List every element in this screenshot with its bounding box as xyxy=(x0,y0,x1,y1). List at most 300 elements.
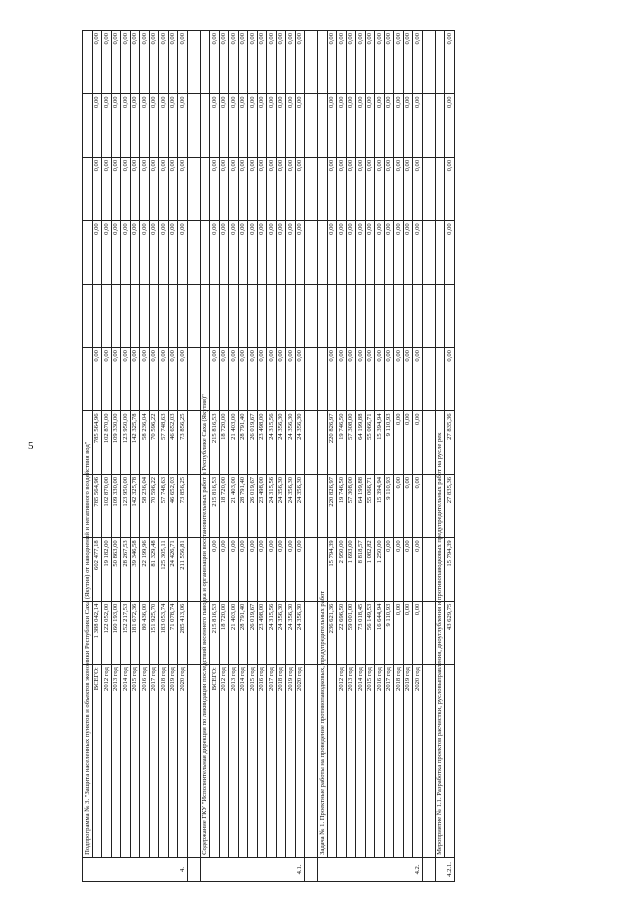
empty-cell xyxy=(83,157,93,220)
row-label: 2015 год xyxy=(365,665,375,858)
table-row xyxy=(327,31,337,882)
value-cell: 73 856,25 xyxy=(178,411,188,474)
value-cell: 0,00 xyxy=(276,94,286,157)
value-cell: 0,00 xyxy=(130,31,140,94)
value-cell: 1 250,00 xyxy=(375,538,385,601)
value-cell: 15 794,39 xyxy=(445,538,455,601)
value-cell: 0,00 xyxy=(286,348,296,411)
value-cell: 123 950,00 xyxy=(121,474,131,537)
value-cell: 0,00 xyxy=(276,31,286,94)
value-cell: 0,00 xyxy=(219,348,229,411)
value-cell: 0,00 xyxy=(168,348,178,411)
value-cell: 59 001,00 xyxy=(346,601,356,664)
value-cell: 0,00 xyxy=(394,538,404,601)
value-cell: 0,00 xyxy=(295,538,305,601)
value-cell: 70 596,22 xyxy=(149,411,159,474)
value-cell: 152 217,53 xyxy=(121,601,131,664)
empty-cell xyxy=(200,284,210,347)
value-cell: 24 315,56 xyxy=(267,601,277,664)
value-cell: 24 315,56 xyxy=(267,411,277,474)
value-cell: 0,00 xyxy=(384,538,394,601)
value-cell: 0,00 xyxy=(365,94,375,157)
value-cell: 0,00 xyxy=(178,94,188,157)
row-label: 2014 год xyxy=(238,665,248,858)
value-cell: 0,00 xyxy=(102,157,112,220)
value-cell: 0,00 xyxy=(238,348,248,411)
table-row xyxy=(413,31,423,882)
value-cell: 0,00 xyxy=(413,538,423,601)
empty-cell xyxy=(318,31,328,94)
value-cell xyxy=(365,284,375,347)
value-cell: 0,00 xyxy=(394,31,404,94)
value-cell: 0,00 xyxy=(365,31,375,94)
value-cell: 18 720,00 xyxy=(219,474,229,537)
value-cell: 0,00 xyxy=(413,601,423,664)
value-cell: 0,00 xyxy=(111,157,121,220)
row-label: 2013 год xyxy=(229,665,239,858)
value-cell xyxy=(356,284,366,347)
value-cell xyxy=(140,284,150,347)
table-body xyxy=(83,31,455,882)
value-cell xyxy=(337,284,347,347)
row-label: 2020 год xyxy=(178,665,188,858)
section-number: 4. xyxy=(83,857,188,881)
spacer-row xyxy=(422,31,435,882)
value-cell: 23 498,00 xyxy=(257,474,267,537)
value-cell: 123 950,00 xyxy=(121,411,131,474)
value-cell: 0,00 xyxy=(229,157,239,220)
value-cell: 0,00 xyxy=(229,348,239,411)
empty-cell xyxy=(318,474,328,537)
value-cell: 0,00 xyxy=(286,94,296,157)
row-label: 2016 год xyxy=(375,665,385,858)
value-cell: 0,00 xyxy=(267,538,277,601)
value-cell: 181 672,36 xyxy=(130,601,140,664)
budget-table xyxy=(82,30,455,882)
value-cell: 0,00 xyxy=(445,348,455,411)
value-cell: 64 199,88 xyxy=(356,411,366,474)
row-label: 2019 год xyxy=(168,665,178,858)
value-cell: 73 856,25 xyxy=(178,474,188,537)
value-cell: 0,00 xyxy=(295,221,305,284)
value-cell: 0,00 xyxy=(384,221,394,284)
value-cell: 24 356,30 xyxy=(295,411,305,474)
empty-cell xyxy=(422,157,435,220)
table-row xyxy=(375,31,385,882)
value-cell: 0,00 xyxy=(238,94,248,157)
value-cell: 0,00 xyxy=(210,348,220,411)
value-cell: 122 052,00 xyxy=(102,601,112,664)
value-cell: 0,00 xyxy=(295,348,305,411)
value-cell: 0,00 xyxy=(356,221,366,284)
row-label: 2016 год xyxy=(257,665,267,858)
value-cell: 24 356,30 xyxy=(295,601,305,664)
table-row xyxy=(276,31,286,882)
value-cell: 785 564,96 xyxy=(92,474,102,537)
value-cell: 0,00 xyxy=(102,94,112,157)
empty-cell xyxy=(305,857,318,881)
value-cell xyxy=(130,284,140,347)
empty-cell xyxy=(83,348,93,411)
value-cell: 0,00 xyxy=(276,157,286,220)
value-cell: 9 110,93 xyxy=(384,474,394,537)
value-cell: 0,00 xyxy=(229,31,239,94)
value-cell: 0,00 xyxy=(219,157,229,220)
value-cell: 19 182,00 xyxy=(102,538,112,601)
value-cell: 0,00 xyxy=(238,538,248,601)
value-cell: 0,00 xyxy=(286,538,296,601)
row-label: 2012 год xyxy=(219,665,229,858)
value-cell: 0,00 xyxy=(168,94,178,157)
empty-cell xyxy=(83,284,93,347)
value-cell xyxy=(210,284,220,347)
value-cell: 0,00 xyxy=(121,94,131,157)
value-cell xyxy=(238,284,248,347)
row-label: 2012 год xyxy=(102,665,112,858)
value-cell: 26 019,67 xyxy=(248,474,258,537)
value-cell: 0,00 xyxy=(337,157,347,220)
value-cell: 0,00 xyxy=(375,157,385,220)
value-cell: 23 498,00 xyxy=(257,411,267,474)
value-cell: 24 356,30 xyxy=(276,411,286,474)
value-cell: 27 835,36 xyxy=(445,411,455,474)
empty-cell xyxy=(305,538,318,601)
value-cell: 64 199,88 xyxy=(356,474,366,537)
row-label: 2018 год xyxy=(276,665,286,858)
table-row xyxy=(238,31,248,882)
table-row xyxy=(229,31,239,882)
value-cell: 15 394,94 xyxy=(375,474,385,537)
value-cell: 0,00 xyxy=(403,157,413,220)
value-cell: 0,00 xyxy=(130,348,140,411)
section-number: 4.2.1. xyxy=(435,857,454,881)
value-cell: 0,00 xyxy=(384,157,394,220)
value-cell: 0,00 xyxy=(257,348,267,411)
value-cell: 0,00 xyxy=(238,157,248,220)
value-cell: 0,00 xyxy=(267,94,277,157)
empty-cell xyxy=(435,31,445,94)
section-number: 4.1. xyxy=(200,857,305,881)
empty-cell xyxy=(305,474,318,537)
empty-cell xyxy=(305,665,318,858)
value-cell: 142 325,78 xyxy=(130,474,140,537)
value-cell: 0,00 xyxy=(121,31,131,94)
value-cell: 55 066,71 xyxy=(365,411,375,474)
value-cell: 0,00 xyxy=(149,94,159,157)
value-cell: 0,00 xyxy=(356,94,366,157)
value-cell: 0,00 xyxy=(413,221,423,284)
value-cell: 0,00 xyxy=(248,538,258,601)
value-cell: 1 388 042,14 xyxy=(92,601,102,664)
value-cell: 0,00 xyxy=(92,157,102,220)
row-label: 2014 год xyxy=(356,665,366,858)
empty-cell xyxy=(187,94,200,157)
value-cell: 109 330,00 xyxy=(111,474,121,537)
table-row xyxy=(111,31,121,882)
empty-cell xyxy=(187,221,200,284)
row-label xyxy=(445,665,455,858)
row-label: 2019 год xyxy=(286,665,296,858)
value-cell: 21 403,00 xyxy=(229,601,239,664)
value-cell: 16 644,94 xyxy=(375,601,385,664)
value-cell: 142 325,78 xyxy=(130,411,140,474)
value-cell: 57 308,00 xyxy=(346,474,356,537)
table-row xyxy=(121,31,131,882)
row-label: 2014 год xyxy=(121,665,131,858)
value-cell: 27 835,36 xyxy=(445,474,455,537)
section-title-row xyxy=(200,31,210,882)
value-cell xyxy=(92,284,102,347)
value-cell: 0,00 xyxy=(295,157,305,220)
value-cell: 0,00 xyxy=(394,601,404,664)
section-title-row xyxy=(435,31,445,882)
value-cell xyxy=(168,284,178,347)
value-cell: 0,00 xyxy=(394,411,404,474)
value-cell: 0,00 xyxy=(149,31,159,94)
value-cell: 0,00 xyxy=(327,94,337,157)
value-cell xyxy=(384,284,394,347)
value-cell: 0,00 xyxy=(229,221,239,284)
value-cell xyxy=(327,284,337,347)
value-cell xyxy=(375,284,385,347)
value-cell: 0,00 xyxy=(121,157,131,220)
value-cell: 22 199,96 xyxy=(140,538,150,601)
value-cell: 0,00 xyxy=(130,157,140,220)
value-cell: 0,00 xyxy=(92,94,102,157)
value-cell: 0,00 xyxy=(337,94,347,157)
empty-cell xyxy=(422,94,435,157)
table-row xyxy=(159,31,169,882)
value-cell: 0,00 xyxy=(413,474,423,537)
empty-cell xyxy=(422,601,435,664)
value-cell: 102 870,00 xyxy=(102,411,112,474)
rotated-table-wrapper xyxy=(82,30,627,882)
value-cell: 0,00 xyxy=(257,157,267,220)
value-cell: 56 149,53 xyxy=(365,601,375,664)
value-cell: 0,00 xyxy=(248,348,258,411)
value-cell: 0,00 xyxy=(257,221,267,284)
value-cell: 0,00 xyxy=(219,221,229,284)
value-cell: 0,00 xyxy=(178,31,188,94)
value-cell: 0,00 xyxy=(327,31,337,94)
empty-cell xyxy=(435,284,445,347)
value-cell xyxy=(286,284,296,347)
row-label xyxy=(327,665,337,858)
empty-cell xyxy=(422,538,435,601)
value-cell: 28 791,40 xyxy=(238,601,248,664)
value-cell: 0,00 xyxy=(394,474,404,537)
row-label: 2012 год xyxy=(337,665,347,858)
value-cell: 215 816,53 xyxy=(210,474,220,537)
table-row xyxy=(102,31,112,882)
value-cell xyxy=(295,284,305,347)
row-label: 2013 год xyxy=(346,665,356,858)
value-cell: 0,00 xyxy=(384,31,394,94)
table-row xyxy=(337,31,347,882)
value-cell: 15 394,94 xyxy=(375,411,385,474)
value-cell: 28 791,40 xyxy=(238,474,248,537)
value-cell: 0,00 xyxy=(238,31,248,94)
empty-cell xyxy=(435,94,445,157)
value-cell: 9 110,93 xyxy=(384,601,394,664)
value-cell: 0,00 xyxy=(286,221,296,284)
value-cell: 8 818,57 xyxy=(356,538,366,601)
empty-cell xyxy=(422,411,435,474)
empty-cell xyxy=(187,665,200,858)
value-cell: 785 564,96 xyxy=(92,411,102,474)
row-label: 2015 год xyxy=(248,665,258,858)
value-cell: 0,00 xyxy=(210,94,220,157)
value-cell: 0,00 xyxy=(413,31,423,94)
value-cell: 0,00 xyxy=(130,221,140,284)
empty-cell xyxy=(305,348,318,411)
section-title: Задача № 1. Проектные работы на проведение противопаводковых, предупредительных работ xyxy=(318,665,328,858)
value-cell: 0,00 xyxy=(394,94,404,157)
empty-cell xyxy=(422,474,435,537)
value-cell: 23 498,00 xyxy=(257,601,267,664)
value-cell: 0,00 xyxy=(140,31,150,94)
empty-cell xyxy=(318,284,328,347)
table-row xyxy=(178,31,188,882)
value-cell: 0,00 xyxy=(365,157,375,220)
value-cell: 1 693,00 xyxy=(346,538,356,601)
value-cell: 0,00 xyxy=(295,31,305,94)
value-cell: 0,00 xyxy=(159,31,169,94)
value-cell: 46 652,03 xyxy=(168,474,178,537)
value-cell: 0,00 xyxy=(394,157,404,220)
value-cell: 71 078,74 xyxy=(168,601,178,664)
empty-cell xyxy=(305,94,318,157)
value-cell: 0,00 xyxy=(276,538,286,601)
value-cell: 0,00 xyxy=(238,221,248,284)
empty-cell xyxy=(200,221,210,284)
value-cell: 0,00 xyxy=(403,538,413,601)
value-cell: 0,00 xyxy=(375,221,385,284)
value-cell: 0,00 xyxy=(257,538,267,601)
value-cell xyxy=(121,284,131,347)
value-cell xyxy=(149,284,159,347)
table-row xyxy=(445,31,455,882)
value-cell: 22 696,50 xyxy=(337,601,347,664)
empty-cell xyxy=(305,221,318,284)
empty-cell xyxy=(305,284,318,347)
value-cell: 0,00 xyxy=(327,221,337,284)
empty-cell xyxy=(422,857,435,881)
table-row xyxy=(257,31,267,882)
table-row xyxy=(168,31,178,882)
value-cell: 58 236,04 xyxy=(140,411,150,474)
value-cell: 0,00 xyxy=(403,474,413,537)
value-cell: 0,00 xyxy=(327,348,337,411)
table-row xyxy=(149,31,159,882)
value-cell: 9 110,93 xyxy=(384,411,394,474)
value-cell: 0,00 xyxy=(111,348,121,411)
empty-cell xyxy=(187,157,200,220)
value-cell: 15 794,39 xyxy=(327,538,337,601)
value-cell: 21 403,00 xyxy=(229,474,239,537)
section-title: Подпрограмма № 3. "Защита населенных пунктов и объектов экономики Республики Саха (Якутия) от наводнений и негативного воздействия вод" xyxy=(83,665,93,858)
empty-cell xyxy=(200,157,210,220)
value-cell: 151 925,70 xyxy=(149,601,159,664)
value-cell: 28 267,53 xyxy=(121,538,131,601)
value-cell: 0,00 xyxy=(149,157,159,220)
value-cell: 0,00 xyxy=(159,221,169,284)
empty-cell xyxy=(305,157,318,220)
value-cell: 0,00 xyxy=(267,221,277,284)
value-cell: 0,00 xyxy=(413,157,423,220)
table-row xyxy=(248,31,258,882)
value-cell: 0,00 xyxy=(219,538,229,601)
row-label: 2017 год xyxy=(267,665,277,858)
value-cell: 0,00 xyxy=(365,221,375,284)
value-cell: 0,00 xyxy=(295,94,305,157)
value-cell: 18 720,00 xyxy=(219,601,229,664)
empty-cell xyxy=(435,221,445,284)
value-cell: 19 746,50 xyxy=(337,411,347,474)
value-cell xyxy=(219,284,229,347)
value-cell: 24 356,30 xyxy=(295,474,305,537)
value-cell: 24 356,30 xyxy=(276,474,286,537)
value-cell: 57 748,63 xyxy=(159,474,169,537)
value-cell: 0,00 xyxy=(168,221,178,284)
section-title-row xyxy=(318,31,328,882)
value-cell xyxy=(403,284,413,347)
value-cell: 0,00 xyxy=(178,221,188,284)
value-cell: 0,00 xyxy=(375,94,385,157)
value-cell: 0,00 xyxy=(413,411,423,474)
value-cell xyxy=(257,284,267,347)
row-label: 2013 год xyxy=(111,665,121,858)
value-cell: 0,00 xyxy=(210,221,220,284)
value-cell: 0,00 xyxy=(365,348,375,411)
value-cell: 55 066,71 xyxy=(365,474,375,537)
empty-cell xyxy=(422,665,435,858)
value-cell: 0,00 xyxy=(384,348,394,411)
value-cell: 0,00 xyxy=(286,157,296,220)
table-row xyxy=(394,31,404,882)
value-cell: 0,00 xyxy=(178,348,188,411)
empty-cell xyxy=(305,31,318,94)
table-row xyxy=(210,31,220,882)
empty-cell xyxy=(187,411,200,474)
value-cell: 220 826,97 xyxy=(327,474,337,537)
value-cell: 26 019,67 xyxy=(248,601,258,664)
empty-cell xyxy=(187,474,200,537)
value-cell xyxy=(413,284,423,347)
value-cell xyxy=(102,284,112,347)
value-cell: 0,00 xyxy=(121,348,131,411)
value-cell: 0,00 xyxy=(403,348,413,411)
value-cell: 160 193,00 xyxy=(111,601,121,664)
value-cell: 0,00 xyxy=(121,221,131,284)
value-cell: 0,00 xyxy=(159,348,169,411)
value-cell: 0,00 xyxy=(210,538,220,601)
value-cell xyxy=(248,284,258,347)
value-cell: 220 826,97 xyxy=(327,411,337,474)
value-cell: 125 305,11 xyxy=(159,538,169,601)
value-cell: 183 053,74 xyxy=(159,601,169,664)
value-cell: 0,00 xyxy=(168,31,178,94)
value-cell xyxy=(267,284,277,347)
value-cell: 0,00 xyxy=(248,157,258,220)
empty-cell xyxy=(318,94,328,157)
table-row xyxy=(346,31,356,882)
value-cell: 81 329,48 xyxy=(149,538,159,601)
value-cell xyxy=(159,284,169,347)
value-cell: 0,00 xyxy=(375,31,385,94)
value-cell: 43 629,75 xyxy=(445,601,455,664)
value-cell: 0,00 xyxy=(445,157,455,220)
